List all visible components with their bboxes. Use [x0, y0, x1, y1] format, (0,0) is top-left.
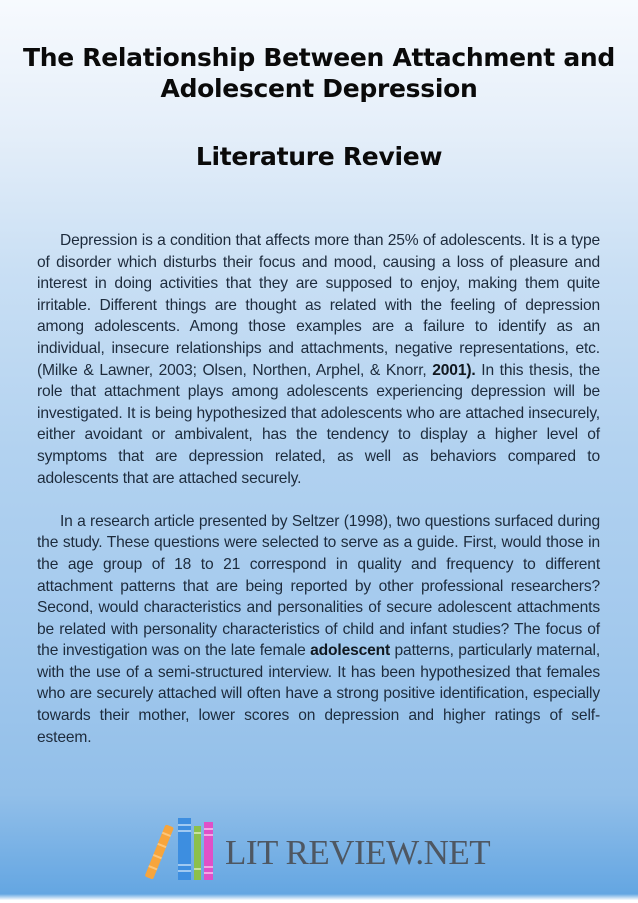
document-title [0, 42, 638, 104]
paragraph-2 [37, 511, 600, 749]
title-line-2: Adolescent Depression [160, 74, 478, 103]
paragraph-2-bold: adolescent [310, 642, 391, 660]
paragraph-1-text-a: Depression is a condition that affects more than 25% of adolescents. It is a type of disorder which disturbs their focus and mood, causing a loss of pleasure and interest in doing activities that they are supposed to enjoy, making them quite irritable. Different things are thought as related with the feeling of depression among adolescents. Among those examples are a failure to identify as an individual, insecure relationships and attachments, negative representations, etc. (Milke & Lawner, 2003; Olsen, Northen, Arphel, & Knorr, [37, 232, 600, 379]
books-icon [145, 818, 223, 882]
title-line-1: The Relationship Between Attachment and [22, 43, 616, 72]
paragraph-1-bold: 2001). [432, 361, 476, 379]
paragraph-1 [37, 230, 600, 489]
document-subtitle: Literature Review [195, 142, 443, 171]
logo-text: LIT REVIEW.NET [225, 833, 491, 872]
paragraph-2-text-b: patterns, particularly maternal, with the use of a semi-structured interview. It has been hypothesized that females who are securely attached will often have a strong positive identification, especially towards their mother, lower scores on depression and higher ratings of self-esteem. [37, 642, 600, 746]
document-body [37, 230, 600, 770]
paragraph-2-text-a: In a research article presented by Seltzer (1998), two questions surfaced during the study. These questions were selected to serve as a guide. First, would those in the age group of 18 to 21 correspond in quality and frequency to different attachment patterns that are being reported by other professional researchers? Second, would characteristics and personalities of secure adolescent attachments be related with personality characteristics of child and infant studies? The focus of the investigation was on the late female [37, 512, 600, 660]
paragraph-1-text-b: In this thesis, the role that attachment plays among adolescents experiencing depression will be investigated. It is being hypothesized that adolescents who are attached insecurely, either avoidant or ambivalent, has the tendency to display a higher level of symptoms that are depression related, as well as behaviors compared to adolescents that are attached securely. [37, 361, 600, 487]
litreview-logo [145, 818, 505, 882]
